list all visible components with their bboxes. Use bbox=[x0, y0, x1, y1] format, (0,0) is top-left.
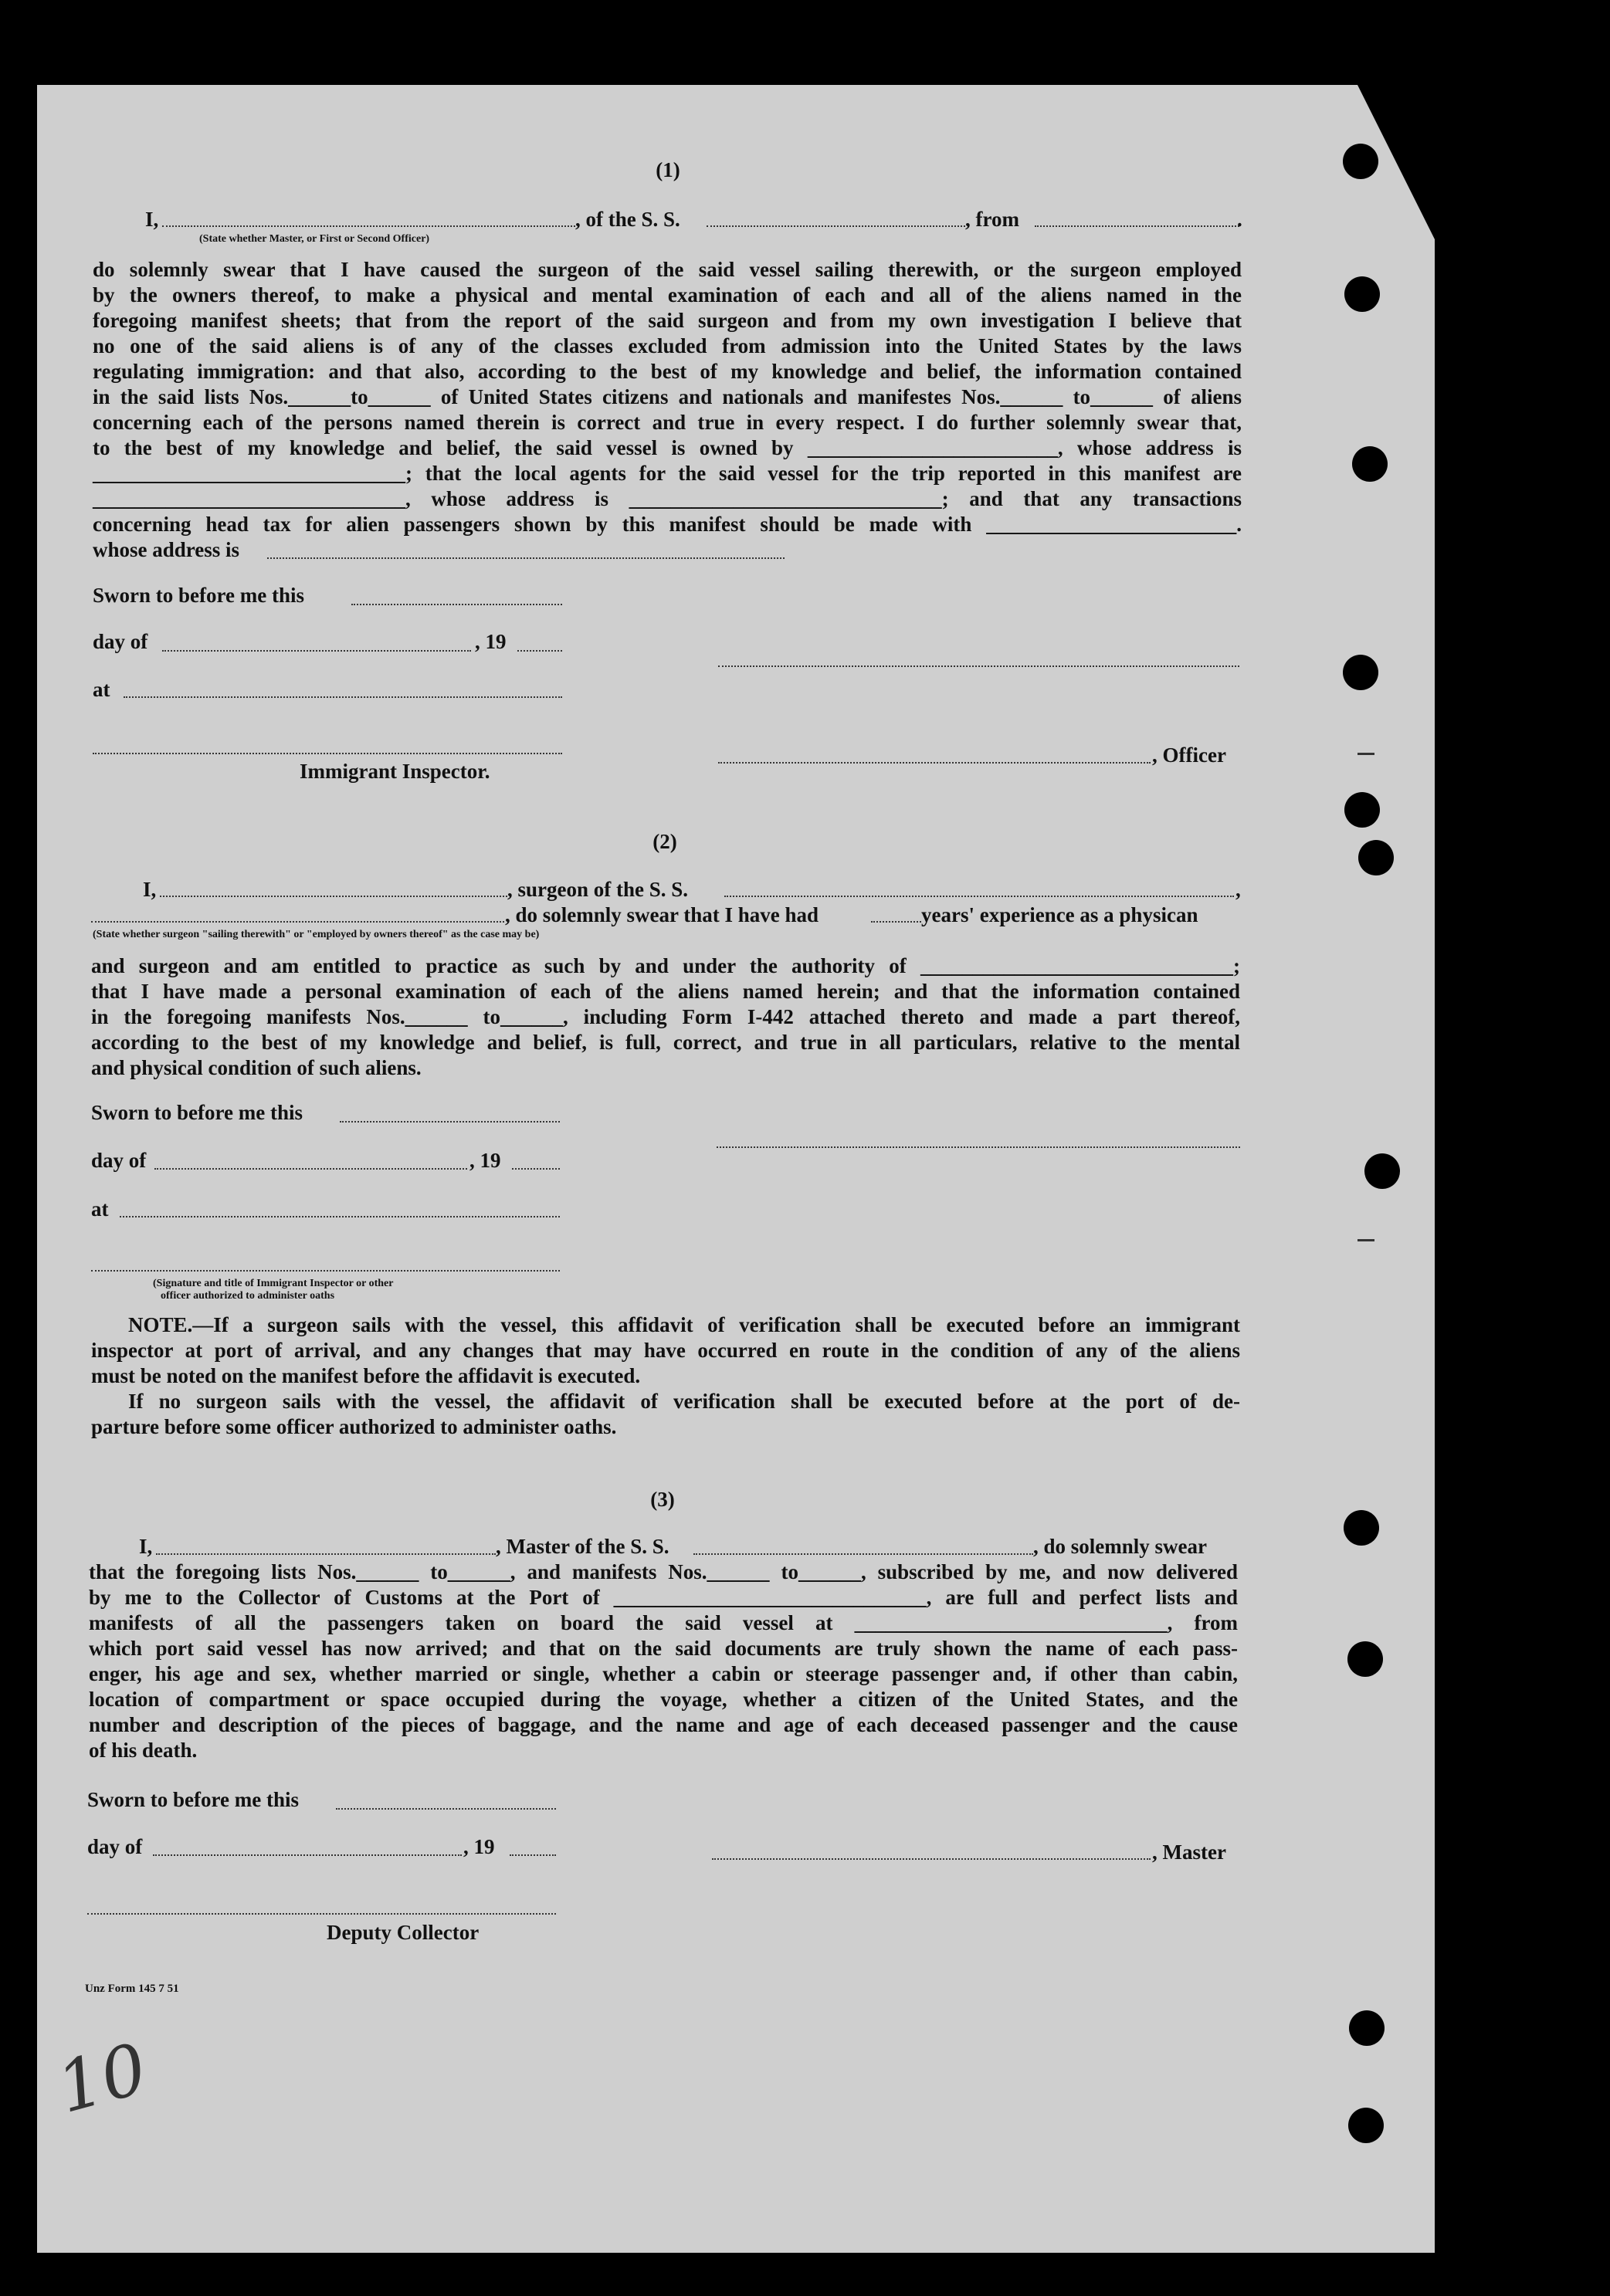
sworn-label: Sworn to before me this bbox=[87, 1788, 299, 1811]
year-label: , 19 bbox=[469, 1149, 501, 1172]
vessel-name-field[interactable] bbox=[693, 1553, 1033, 1555]
port-from-field[interactable] bbox=[1035, 225, 1239, 227]
vessel-name-field[interactable] bbox=[707, 225, 965, 227]
note-paragraph: NOTE.—If a surgeon sails with the vessel, this affidavit of verification shall be executed before an immigrant inspector at port of arrival, and any changes that may have occurred en route in the condition of any of the aliens must be noted on the manifest before the affidavit is executed. If no surgeon sails with the vessel, the affidavit of verification shall be executed before at the port of de- parture before some officer authorized to administer oaths. bbox=[91, 1313, 1240, 1438]
punch-hole bbox=[1349, 2010, 1385, 2046]
sworn-date-field[interactable] bbox=[340, 1121, 560, 1123]
deputy-collector-label: Deputy Collector bbox=[327, 1921, 480, 1944]
master-name-field[interactable] bbox=[156, 1553, 496, 1555]
sworn-label: Sworn to before me this bbox=[91, 1101, 303, 1124]
year-label: , 19 bbox=[475, 630, 507, 653]
at-label: at bbox=[91, 1197, 109, 1221]
period: . bbox=[1237, 208, 1242, 231]
punch-hole bbox=[1352, 446, 1388, 482]
handwritten-number: 10 bbox=[49, 2027, 156, 2130]
punch-hole bbox=[1348, 2108, 1384, 2143]
year-field[interactable] bbox=[510, 1854, 556, 1856]
master-signature-line[interactable] bbox=[712, 1858, 1151, 1860]
from-label: , from bbox=[965, 208, 1019, 231]
inspector-label: Immigrant Inspector. bbox=[300, 760, 490, 783]
form-id: Unz Form 145 7 51 bbox=[85, 1983, 179, 1995]
punch-hole bbox=[1358, 840, 1394, 875]
swear-label: , do solemnly swear that I have had bbox=[505, 903, 819, 926]
officer-signature-line[interactable] bbox=[718, 762, 1151, 764]
officer-rank-note: (State whether Master, or First or Second Officer) bbox=[199, 233, 430, 245]
punch-hole bbox=[1344, 792, 1380, 828]
year-label: , 19 bbox=[463, 1835, 495, 1858]
oath-i: I, bbox=[139, 1535, 153, 1558]
at-field[interactable] bbox=[120, 1216, 560, 1217]
punch-hole bbox=[1344, 1510, 1379, 1546]
section-number: (1) bbox=[656, 158, 680, 181]
at-label: at bbox=[93, 678, 110, 701]
officer-name-line[interactable] bbox=[718, 665, 1239, 667]
punch-hole bbox=[1364, 1153, 1400, 1189]
edge-mark bbox=[1357, 753, 1374, 755]
comma: , bbox=[1235, 878, 1241, 901]
day-of-field[interactable] bbox=[162, 650, 471, 652]
swear-label: , do solemnly swear bbox=[1033, 1535, 1207, 1558]
section-number: (2) bbox=[652, 830, 677, 853]
day-of-field[interactable] bbox=[153, 1854, 462, 1856]
signature-note-2: officer authorized to administer oaths bbox=[161, 1290, 335, 1302]
year-field[interactable] bbox=[517, 650, 562, 652]
signature-note-1: (Signature and title of Immigrant Inspector or other bbox=[153, 1278, 394, 1289]
inspector-signature-line[interactable] bbox=[93, 753, 562, 754]
years-field[interactable] bbox=[871, 921, 921, 923]
officer-label: , Officer bbox=[1152, 743, 1226, 767]
master-of-label: , Master of the S. S. bbox=[496, 1535, 669, 1558]
surgeon-status-note: (State whether surgeon "sailing therewith" or "employed by owners thereof" as the case may be) bbox=[93, 929, 540, 940]
oath-paragraph-2: and surgeon and am entitled to practice as such by and under the authority of ______________________________; that I have made a personal examination of each of the aliens named herein; and that the information contained in the foregoing manifests Nos.______ to______, including Form I-442 attached thereto and made a part thereof, according to the best of my knowledge and belief, is full, correct, and true in all particulars, relative to the mental and physical condition of such aliens. bbox=[91, 954, 1240, 1079]
punch-hole bbox=[1347, 1641, 1383, 1677]
sworn-date-field[interactable] bbox=[351, 604, 562, 605]
oath-paragraph-1: do solemnly swear that I have caused the surgeon of the said vessel sailing therewith, or the surgeon employed by the owners thereof, to make a physical and mental examination of each and all of the aliens named in the foregoing manifest sheets; that from the report of the said surgeon and from my own investigation I believe that no one of the said aliens is of any of the classes excluded from admission into the United States by the laws regulating immigration: and that also, according to the best of my knowledge and belief, the information contained in the said lists Nos.______to______ of United States citizens and nationals and manifestes Nos.______ to______ of aliens concerning each of the persons named therein is correct and true in every respect. I do further solemnly swear that, to the best of my knowledge and belief, the said vessel is owned by ________________________, whose address is ______________________________; that the local agents for the said vessel for the trip reported in this manifest are ______________________________, whose address is ______________________________; and that any transactions concerning head tax for alien passengers shown by this manifest should be made with ________________________. whose address is bbox=[93, 258, 1242, 561]
day-of-label: day of bbox=[93, 630, 148, 653]
address-field[interactable] bbox=[267, 557, 785, 559]
oath-i: I, bbox=[143, 878, 157, 901]
edge-mark bbox=[1357, 1239, 1374, 1241]
of-ss-label: , of the S. S. bbox=[575, 208, 680, 231]
surgeon-status-field[interactable] bbox=[91, 921, 504, 923]
day-of-label: day of bbox=[87, 1835, 143, 1858]
punch-hole bbox=[1343, 655, 1378, 690]
surgeon-of-label: , surgeon of the S. S. bbox=[507, 878, 689, 901]
sworn-label: Sworn to before me this bbox=[93, 584, 304, 607]
years-label: years' experience as a physican bbox=[921, 903, 1198, 926]
master-label: , Master bbox=[1152, 1841, 1226, 1864]
inspector-signature-line[interactable] bbox=[91, 1270, 560, 1272]
year-field[interactable] bbox=[512, 1168, 560, 1170]
at-field[interactable] bbox=[124, 696, 562, 698]
oath-i: I, bbox=[145, 208, 159, 231]
day-of-label: day of bbox=[91, 1149, 147, 1172]
vessel-name-field[interactable] bbox=[724, 896, 1234, 897]
sworn-date-field[interactable] bbox=[336, 1808, 556, 1810]
collector-signature-line[interactable] bbox=[87, 1913, 556, 1915]
day-of-field[interactable] bbox=[154, 1168, 467, 1170]
surgeon-name-field[interactable] bbox=[160, 896, 507, 897]
punch-hole bbox=[1343, 144, 1378, 179]
officer-rank-field[interactable] bbox=[162, 225, 575, 227]
surgeon-signature-line[interactable] bbox=[717, 1146, 1240, 1148]
oath-paragraph-3: that the foregoing lists Nos.______ to______, and manifests Nos.______ to______, subscribed by me, and now delivered by me to the Collector of Customs at the Port of ______________________________, are full and perfect lists and manifests of all the passengers taken on board the said vessel at ______________________________, from which port said vessel has now arrived; and that on the said documents are truly shown the name of each pass- enger, his age and sex, whether married or single, whether a cabin or steerage passenger and, if other than cabin, location of compartment or space occupied during the voyage, whether a citizen of the United States, and the number and description of the pieces of baggage, and the name and age of each deceased passenger and the cause of his death. bbox=[89, 1560, 1238, 1762]
punch-hole bbox=[1344, 276, 1380, 312]
section-number: (3) bbox=[650, 1488, 675, 1511]
